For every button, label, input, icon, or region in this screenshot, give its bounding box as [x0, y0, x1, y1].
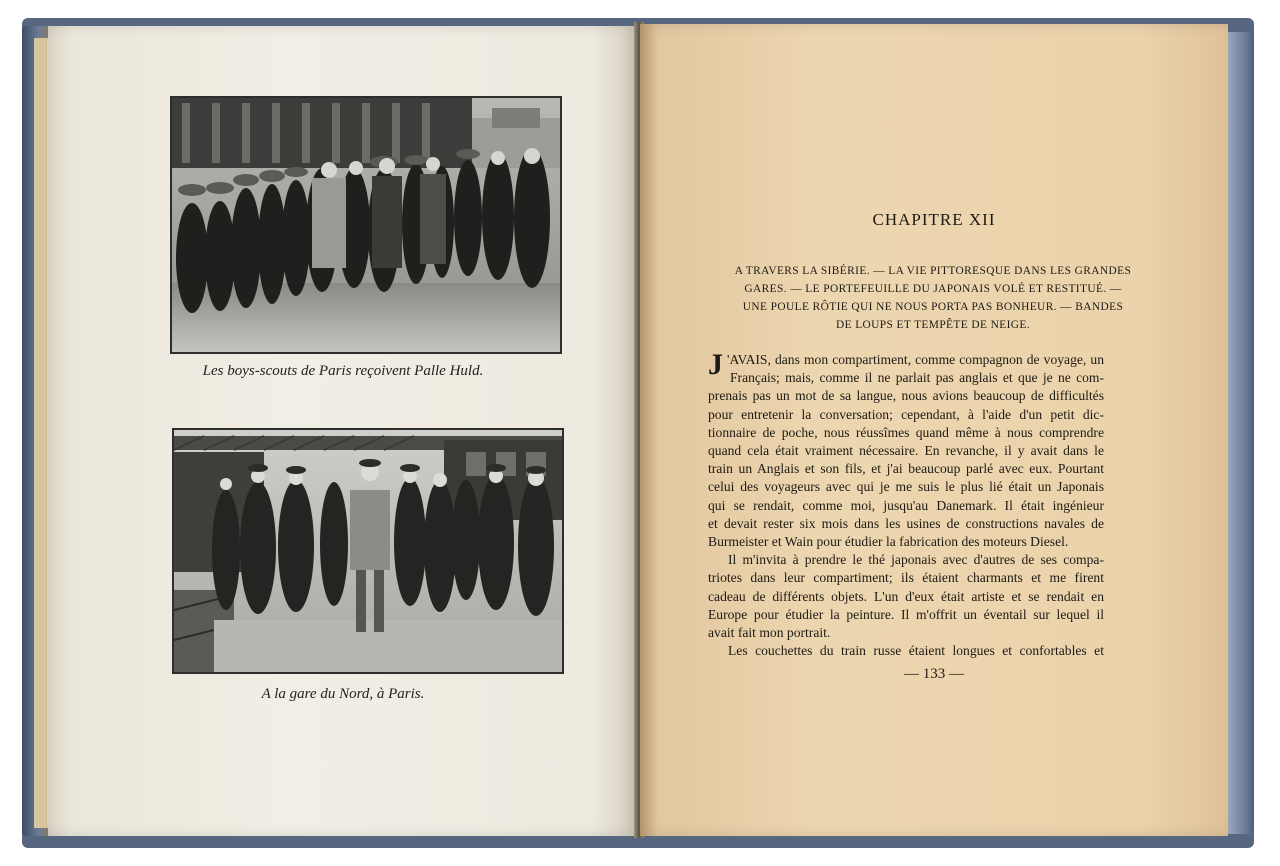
body-line: quand cela était vraiment nécessaire. En revanche, il y avait dans le	[708, 443, 1104, 459]
chapter-body-text	[708, 348, 1104, 660]
body-line: et devait rester six mois dans les usines de constructions navales de	[708, 515, 1104, 531]
boy-scouts-photo-image	[172, 98, 560, 352]
body-line: triotes dans leur compartiment; ils étaient charmants et me firent	[708, 570, 1104, 586]
body-line: qui se rendait, comme moi, jusqu'au Danemark. Il était ingénieur	[708, 497, 1104, 513]
body-line: Europe pour étudier la peinture. Il m'offrit un éventail sur lequel il	[708, 606, 1104, 622]
body-line: Il m'invita à prendre le thé japonais avec d'autres de ses compa-	[728, 552, 1104, 568]
summary-line: GARES. — LE PORTEFEUILLE DU JAPONAIS VOLÉ ET RESTITUÉ. —	[744, 283, 1122, 295]
summary-line: A TRAVERS LA SIBÉRIE. — LA VIE PITTORESQUE DANS LES GRANDES	[734, 265, 1132, 277]
summary-line: DE LOUPS ET TEMPÊTE DE NEIGE.	[835, 319, 1031, 331]
right-page	[640, 24, 1228, 836]
body-line: pour entretenir la conversation; cependant, à l'aide d'un petit dic-	[708, 406, 1104, 422]
photo-boy-scouts	[170, 96, 562, 354]
body-line: cadeau de différents objets. L'un d'eux était artiste et se rendait en	[708, 588, 1104, 604]
page-number: — 133 —	[904, 666, 964, 682]
left-page	[48, 26, 638, 836]
gare-du-nord-photo-image	[174, 430, 562, 672]
body-line: avait fait mon portrait.	[708, 625, 831, 641]
summary-line: UNE POULE RÔTIE QUI NE NOUS PORTA PAS BONHEUR. — BANDES	[742, 301, 1124, 313]
body-line: train un Anglais et son fils, et j'ai beaucoup parlé avec eux. Pourtant	[708, 461, 1104, 477]
body-line: Burmeister et Wain pour étudier la fabrication des moteurs Diesel.	[708, 534, 1069, 550]
body-line: tionnaire de poche, nous réussîmes quand même à nous comprendre	[708, 424, 1104, 440]
photo-gare-du-nord	[172, 428, 564, 674]
chapter-summary	[732, 262, 1134, 334]
body-line: prenais pas un mot de sa langue, nous avions beaucoup de difficultés	[708, 388, 1104, 404]
chapter-title: CHAPITRE XII	[872, 210, 996, 229]
body-line: Les couchettes du train russe étaient longues et confortables et	[728, 643, 1104, 659]
photo-caption-gare: A la gare du Nord, à Paris.	[261, 686, 425, 702]
body-line: celui des voyageurs avec qui je me suis le plus lié était un Japonais	[708, 479, 1104, 495]
page-edges	[34, 38, 48, 828]
body-line: 'AVAIS, dans mon compartiment, comme compagnon de voyage, un	[727, 352, 1104, 367]
photo-caption-scouts: Les boys-scouts de Paris reçoivent Palle Huld.	[202, 363, 484, 379]
body-line: Français; mais, comme il ne parlait pas anglais et que je ne com-	[730, 370, 1104, 386]
drop-cap: J	[708, 348, 723, 381]
book-cover-edge	[1228, 32, 1254, 834]
